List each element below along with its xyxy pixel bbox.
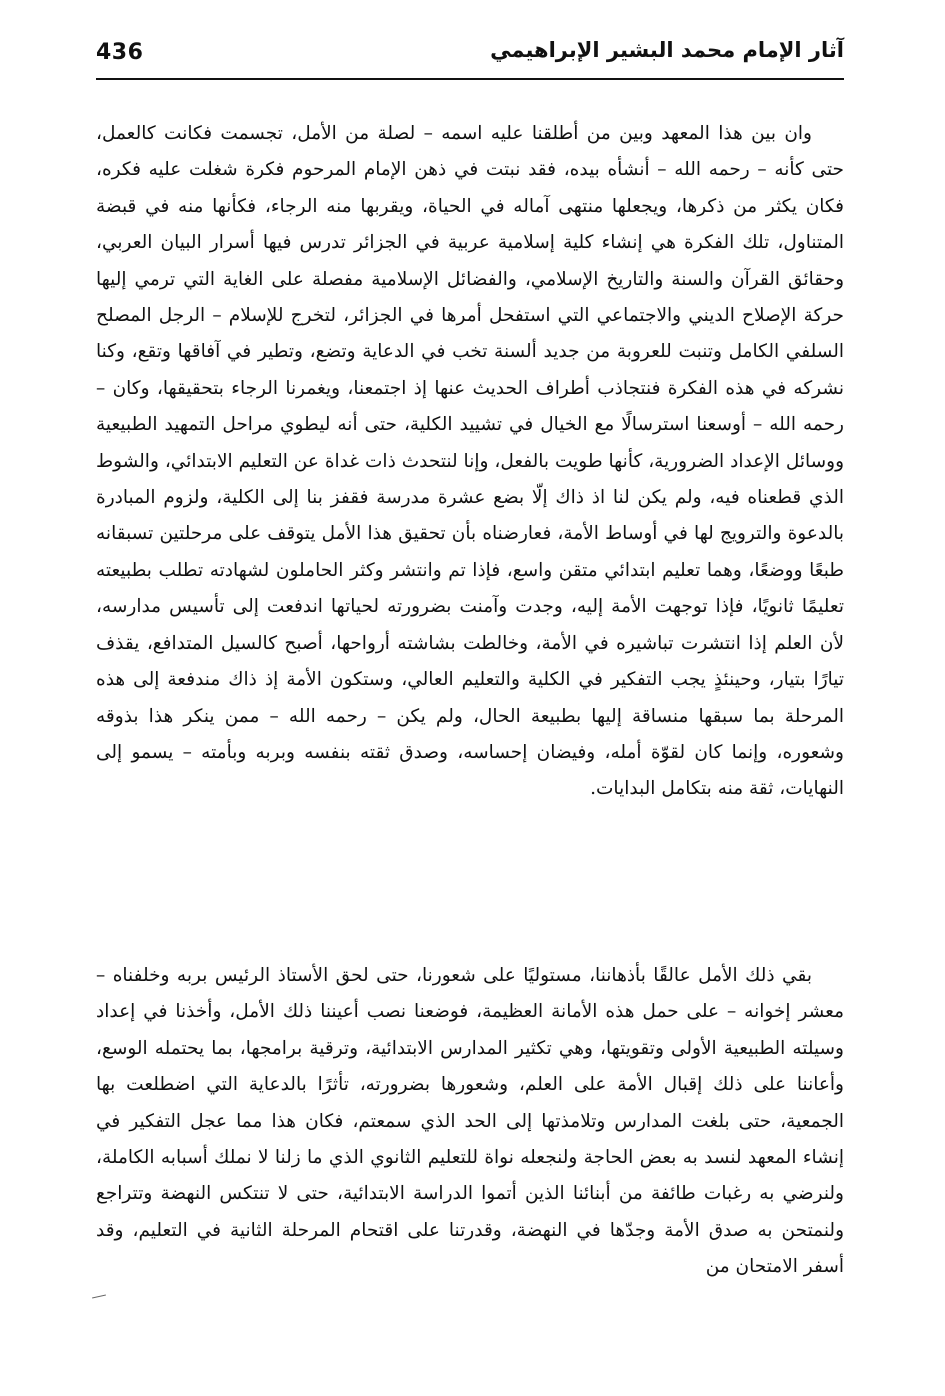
paragraph-1-text: وان بين هذا المعهد وبين من أطلقنا عليه اسمه – لصلة من الأمل، تجسمت فكانت كالعمل، حتى كأنه – رحمه الله – أنشأه بيده، فقد نبتت في ذهن الإمام المرحوم فكرة شغلت عليه فكره، فكان يكثر من ذكرها، ويجعلها منتهى آماله في الحياة، ويقربها منه الرجاء، فكأنها منه في قبضة المتناول، تلك الفكرة هي إنشاء كلية إسلامية عربية في الجزائر تدرس فيها أسرار البيان العربي، وحقائق القرآن والسنة والتاريخ الإسلامي، والفضائل الإسلامية مفصلة على الغاية التي ترمي إليها حركة الإصلاح الديني والاجتماعي التي استفحل أمرها في الجزائر، لتخرج للإسلام – الرجل المصلح السلفي الكامل وتنبت للعروبة من جديد ألسنة تخب في الدعاية وتضع، وتطير في آفاقها وتقع، وكنا نشركه في هذه الفكرة فنتجاذب أطراف الحديث عنها إذ اجتمعنا، ويغمرنا الرجاء بتحقيقها، وكان – رحمه الله – أوسعنا استرسالًا مع الخيال في تشييد الكلية، حتى أنه ليطوي مراحل التمهيد الطبيعية ووسائل الإعداد الضرورية، كأنها طويت بالفعل، وإنا لنتحدث ذات غداة عن التعليم الابتدائي، والشوط الذي قطعناه فيه، ولم يكن لنا اذ ذاك إلّا بضع عشرة مدرسة فقفز بنا إلى الكلية، ولزوم المبادرة بالدعوة والترويج لها في أوساط الأمة، فعارضناه بأن تحقيق هذا الأمل يتوقف على مرحلتين تسبقانه طبعًا ووضعًا، وهما تعليم ابتدائي متقن واسع، فإذا تم وانتشر وكثر الحاملون لشهادته تطلب بطبيعته تعليمًا ثانويًا، فإذا توجهت الأمة إليه، وجدت وآمنت بضرورته لحياتها اندفعت إلى تأسيس مدارسه، لأن العلم إذا انتشرت تباشيره في الأمة، وخالطت بشاشته أرواحها، أصبح كالسيل المتدافع، يقذف تيارًا بتيار، وحينئذٍ يجب التفكير في الكلية والتعليم العالي، وستكون الأمة إذ ذاك مندفعة إلى هذه المرحلة بما سبقها منساقة إليها بطبيعة الحال، ولم يكن – رحمه الله – ممن ينكر هذا بذوقه وشعوره، وإنما كان لقوّة أمله، وفيضان إحساسه، وصدق ثقته بنفسه وبربه وبأمته – يسمو إلى النهايات، ثقة منه بتكامل البدايات. xyxy=(96,123,844,800)
page-number: 436 xyxy=(96,40,144,65)
header-rule xyxy=(96,78,844,80)
paragraph-2 xyxy=(96,958,844,1286)
page-header xyxy=(96,38,844,80)
running-title: آثار الإمام محمد البشير الإبراهيمي xyxy=(490,38,844,62)
scan-mark xyxy=(92,1295,106,1299)
paragraph-1 xyxy=(96,116,844,808)
paragraph-2-text: بقي ذلك الأمل عالقًا بأذهاننا، مستوليًا على شعورنا، حتى لحق الأستاذ الرئيس بربه وخلفناه – معشر إخوانه – على حمل هذه الأمانة العظيمة، فوضعنا نصب أعيننا ذلك الأمل، وأخذنا في إعداد وسيلته الطبيعية الأولى وتقويتها، وهي تكثير المدارس الابتدائية، وترقية برامجها، بما يحتمله الوسع، وأعاننا على ذلك إقبال الأمة على العلم، وشعورها بضرورته، تأثرًا بالدعاية التي اضطلعت بها الجمعية، حتى بلغت المدارس وتلامذتها إلى الحد الذي سمعتم، فكان هذا مما عجل التفكير في إنشاء المعهد لنسد به بعض الحاجة ولنجعله نواة للتعليم الثانوي الذي ما زلنا لا نملك أسبابه الكاملة، ولنرضي به رغبات طائفة من أبنائنا الذين أتموا الدراسة الابتدائية، حتى لا تنتكس النهضة وتتراجع ولنمتحن به صدق الأمة وجدّها في النهضة، وقدرتنا على اقتحام المرحلة الثانية في التعليم، وقد أسفر الامتحان من xyxy=(96,965,844,1278)
